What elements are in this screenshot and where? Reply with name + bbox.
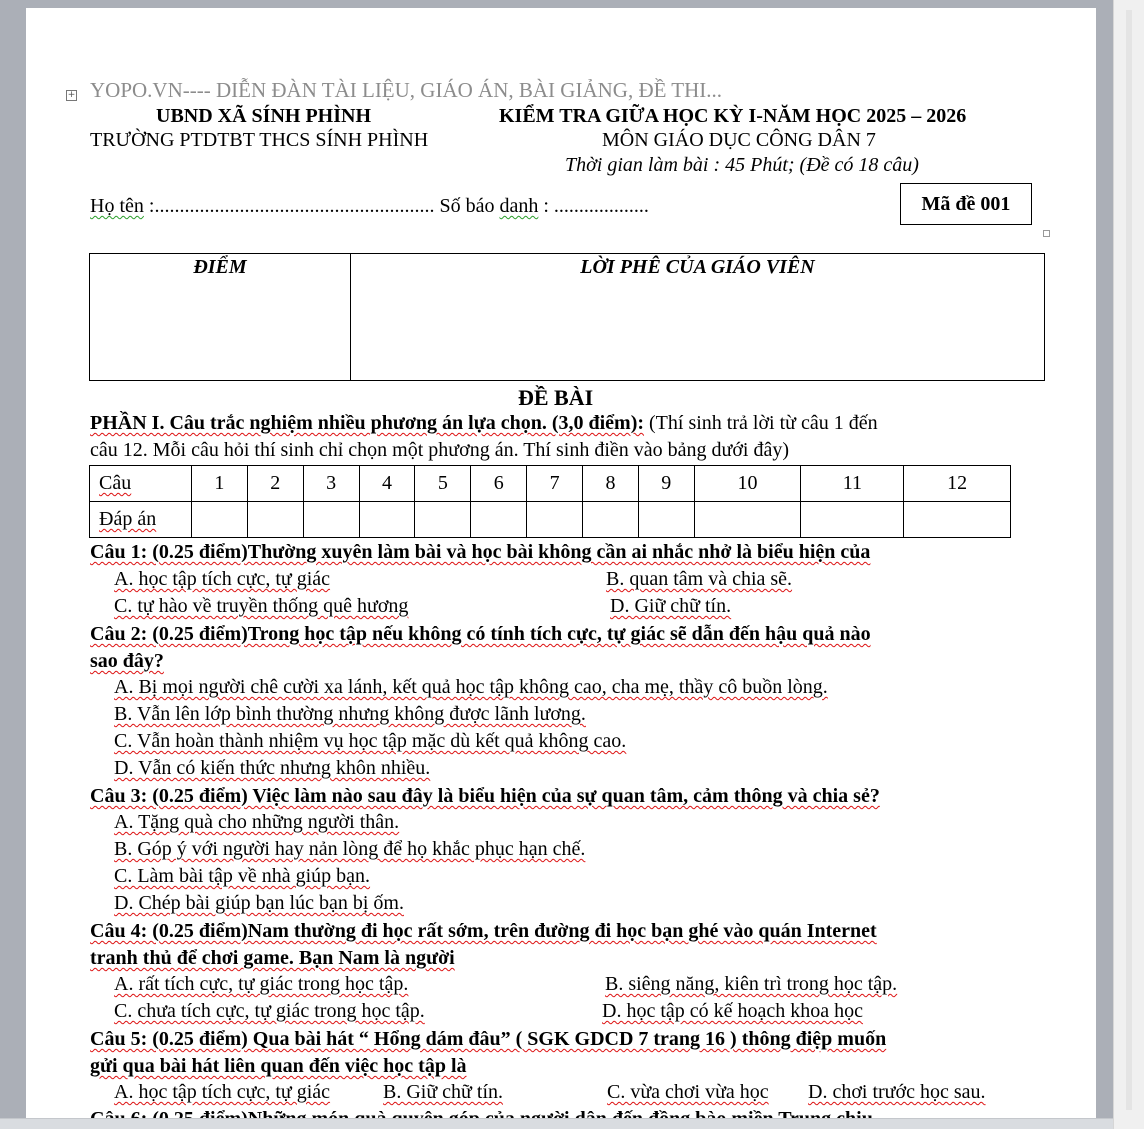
q1-option-b: B. quan tâm và chia sẽ. [606, 568, 793, 590]
q-number-cell: 9 [638, 466, 694, 502]
q5-option-c: C. vừa chơi vừa học [607, 1081, 769, 1103]
answer-cell[interactable] [583, 502, 639, 538]
q5-stem-line2: gửi qua bài hát liên quan đến việc học tập là [90, 1055, 467, 1077]
q-number-cell: 8 [583, 466, 639, 502]
q4-option-b: B. siêng năng, kiên trì trong học tập. [605, 973, 898, 995]
name-blank[interactable]: :........................................................ [143, 195, 440, 217]
q3-stem: Câu 3: (0.25 điểm) Việc làm nào sau đây là biểu hiện của sự quan tâm, cảm thông và chia sẻ? [90, 785, 880, 807]
answer-cell[interactable] [527, 502, 583, 538]
q2-option-b: B. Vẫn lên lớp bình thường nhưng không được lãnh lương. [114, 703, 586, 725]
q2-stem-line1: Câu 2: (0.25 điểm)Trong học tập nếu không có tính tích cực, tự giác sẽ dẫn đến hậu quả nào [90, 623, 871, 645]
header-subject: MÔN GIÁO DỤC CÔNG DÂN 7 [602, 129, 876, 151]
q4-option-d: D. học tập có kế hoạch khoa học [602, 1000, 864, 1022]
answer-table-answer-row [90, 502, 1011, 538]
part1-title: PHẦN I. Câu trắc nghiệm nhiều phương án lựa chọn. (3,0 điểm): [90, 412, 645, 434]
q2-option-a: A. Bị mọi người chê cười xa lánh, kết quả học tập không cao, cha mẹ, thầy cô buồn lòng. [114, 676, 828, 698]
answer-row2-label: Đáp án [90, 502, 192, 538]
q-number-cell: 10 [694, 466, 801, 502]
document-page [26, 8, 1096, 1129]
id-blank[interactable]: : ................... [538, 195, 649, 217]
teacher-comment-cell[interactable]: LỜI PHÊ CỦA GIÁO VIÊN [351, 254, 1045, 381]
q5-option-a: A. học tập tích cực, tự giác [114, 1081, 331, 1103]
paragraph-mark-icon [1043, 230, 1050, 237]
answer-table-header-row [90, 466, 1011, 502]
part1-heading [90, 412, 878, 435]
table-move-handle-icon[interactable]: + [67, 90, 76, 100]
q-number-cell: 6 [471, 466, 527, 502]
q1-option-a: A. học tập tích cực, tự giác [114, 568, 331, 590]
exam-heading: ĐỀ BÀI [518, 385, 594, 410]
name-label: Họ tên [90, 195, 144, 217]
answer-cell[interactable] [359, 502, 415, 538]
header-time-note: Thời gian làm bài : 45 Phút; (Đề có 18 câu) [565, 154, 919, 176]
answer-cell[interactable] [638, 502, 694, 538]
answer-cell[interactable] [303, 502, 359, 538]
q2-option-d: D. Vẫn có kiến thức nhưng khôn nhiều. [114, 757, 431, 779]
header-school: TRƯỜNG PTDTBT THCS SÍNH PHÌNH [90, 129, 429, 151]
q-number-cell: 12 [904, 466, 1011, 502]
part1-instr1: (Thí sinh trả lời từ câu 1 đến [644, 412, 878, 434]
q5-stem-line1: Câu 5: (0.25 điểm) Qua bài hát “ Hổng dám đâu” ( SGK GDCD 7 trang 16 ) thông điệp muốn [90, 1028, 887, 1050]
q5-option-b: B. Giữ chữ tín. [383, 1081, 504, 1103]
answer-cell[interactable] [904, 502, 1011, 538]
scrollbar-track[interactable] [1126, 10, 1132, 1110]
q1-option-c: C. tự hào về truyền thống quê hương [114, 595, 409, 617]
answer-cell[interactable] [415, 502, 471, 538]
watermark-banner: YOPO.VN---- DIỄN ĐÀN TÀI LIỆU, GIÁO ÁN, BÀI GIẢNG, ĐỀ THI... [90, 78, 723, 102]
id-label-a: Số báo [439, 195, 500, 217]
answer-cell[interactable] [801, 502, 904, 538]
answer-row1-label: Câu [90, 466, 192, 502]
header-exam-title: KIỂM TRA GIỮA HỌC KỲ I-NĂM HỌC 2025 – 2026 [499, 105, 967, 127]
vertical-scrollbar[interactable] [1113, 0, 1144, 1129]
q-number-cell: 2 [247, 466, 303, 502]
id-label-b: danh [499, 195, 539, 217]
q1-stem: Câu 1: (0.25 điểm)Thường xuyên làm bài và học bài không cần ai nhắc nhở là biểu hiện của [90, 541, 871, 563]
score-cell[interactable]: ĐIỂM [90, 254, 351, 381]
answer-cell[interactable] [192, 502, 248, 538]
q3-option-b: B. Góp ý với người hay nản lòng để họ khắc phục hạn chế. [114, 838, 586, 860]
answer-cell[interactable] [471, 502, 527, 538]
q2-stem-line2: sao đây? [90, 650, 164, 672]
q1-option-d: D. Giữ chữ tín. [610, 595, 732, 617]
q2-option-c: C. Vẫn hoàn thành nhiệm vụ học tập mặc dù kết quả không cao. [114, 730, 627, 752]
q4-option-a: A. rất tích cực, tự giác trong học tập. [114, 973, 409, 995]
answer-cell[interactable] [247, 502, 303, 538]
q-number-cell: 3 [303, 466, 359, 502]
window-top-edge [0, 0, 1114, 8]
q-number-cell: 4 [359, 466, 415, 502]
q-number-cell: 1 [192, 466, 248, 502]
q4-option-c: C. chưa tích cực, tự giác trong học tập. [114, 1000, 425, 1022]
exam-code-box: Mã đề 001 [900, 183, 1032, 225]
q3-option-c: C. Làm bài tập về nhà giúp bạn. [114, 865, 371, 887]
header-district: UBND XÃ SÍNH PHÌNH [156, 105, 372, 127]
part1-instr2: câu 12. Mỗi câu hỏi thí sinh chỉ chọn một phương án. Thí sinh điền vào bảng dưới đây) [90, 439, 790, 461]
q3-option-d: D. Chép bài giúp bạn lúc bạn bị ốm. [114, 892, 404, 914]
score-comment-table [89, 253, 1045, 381]
q4-stem-line2: tranh thủ để chơi game. Bạn Nam là người [90, 947, 455, 969]
status-strip [0, 1118, 1114, 1129]
answer-cell[interactable] [694, 502, 801, 538]
answer-table [89, 465, 1011, 538]
q4-stem-line1: Câu 4: (0.25 điểm)Nam thường đi học rất sớm, trên đường đi học bạn ghé vào quán Internet [90, 920, 877, 942]
candidate-info-line [90, 195, 649, 218]
q-number-cell: 5 [415, 466, 471, 502]
q-number-cell: 7 [527, 466, 583, 502]
q5-option-d: D. chơi trước học sau. [808, 1081, 986, 1103]
q3-option-a: A. Tặng quà cho những người thân. [114, 811, 400, 833]
q-number-cell: 11 [801, 466, 904, 502]
